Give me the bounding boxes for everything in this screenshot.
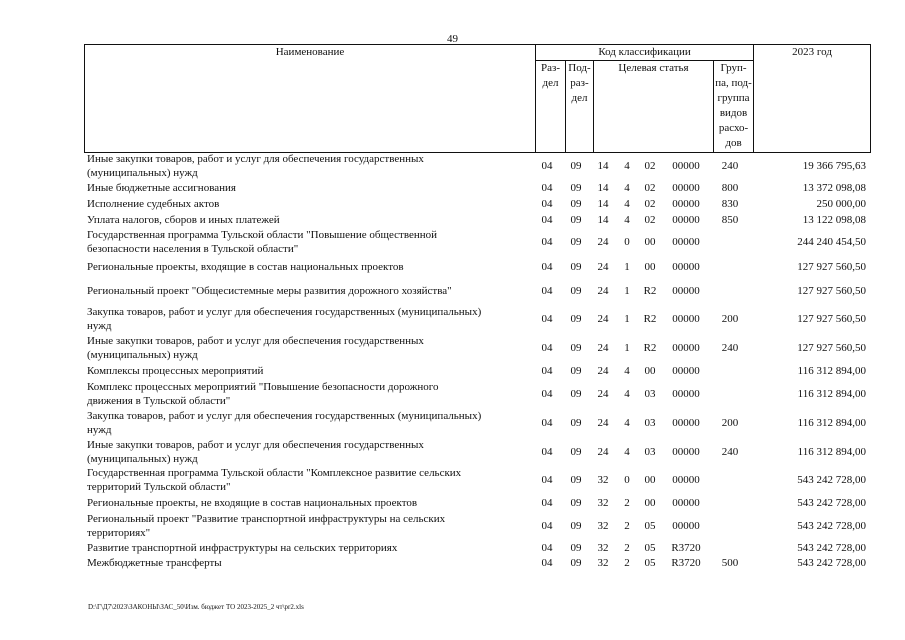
table-row — [84, 152, 870, 180]
row-code-6: 00000 — [672, 182, 700, 194]
row-code-2: 09 — [570, 285, 582, 297]
row-code-2: 09 — [570, 261, 582, 273]
page-number: 49 — [447, 33, 458, 45]
row-code-6: 00000 — [672, 198, 700, 210]
table-body — [84, 152, 870, 570]
row-code-7: 240 — [721, 446, 739, 458]
row-code-2: 09 — [570, 236, 582, 248]
row-code-1: 04 — [541, 388, 553, 400]
row-code-6: 00000 — [672, 446, 700, 458]
row-code-4: 0 — [624, 474, 630, 486]
row-amount: 127 927 560,50 — [797, 313, 866, 325]
row-name: Региональный проект "Развитие транспортной инфраструктуры на сельских территориях" — [87, 513, 446, 539]
row-amount: 543 242 728,00 — [797, 497, 866, 509]
row-code-4: 1 — [624, 285, 630, 297]
header-year: 2023 год — [754, 45, 871, 153]
row-code-5: 02 — [644, 160, 656, 172]
row-code-4: 1 — [624, 261, 630, 273]
table-row — [84, 512, 870, 540]
row-code-3: 24 — [597, 342, 609, 354]
row-code-5: 05 — [644, 542, 656, 554]
row-code-1: 04 — [541, 474, 553, 486]
row-code-7: 800 — [721, 182, 739, 194]
row-name: Региональные проекты, не входящие в состав национальных проектов — [87, 497, 418, 509]
row-code-6: R3720 — [671, 542, 701, 554]
row-code-2: 09 — [570, 313, 582, 325]
row-code-6: 00000 — [672, 365, 700, 377]
row-code-3: 24 — [597, 313, 609, 325]
row-code-5: 02 — [644, 198, 656, 210]
row-code-2: 09 — [570, 388, 582, 400]
row-code-3: 14 — [597, 198, 609, 210]
table-row — [84, 304, 870, 334]
row-code-6: 00000 — [672, 160, 700, 172]
row-code-2: 09 — [570, 182, 582, 194]
table-row — [84, 466, 870, 494]
row-code-5: 05 — [644, 520, 656, 532]
row-code-1: 04 — [541, 520, 553, 532]
row-amount: 543 242 728,00 — [797, 557, 866, 569]
header-razdel: Раз- дел — [536, 61, 566, 153]
row-code-2: 09 — [570, 417, 582, 429]
row-code-3: 32 — [597, 497, 609, 509]
row-code-3: 24 — [597, 261, 609, 273]
row-code-5: 00 — [644, 497, 656, 509]
row-code-1: 04 — [541, 557, 553, 569]
row-code-6: 00000 — [672, 214, 700, 226]
row-amount: 543 242 728,00 — [797, 542, 866, 554]
row-code-3: 24 — [597, 388, 609, 400]
row-name: Государственная программа Тульской области "Комплексное развитие сельских территорий Тульской области" — [87, 467, 462, 493]
table-row — [84, 362, 870, 380]
row-code-4: 4 — [624, 198, 630, 210]
row-code-7: 240 — [721, 160, 739, 172]
row-code-1: 04 — [541, 497, 553, 509]
row-amount: 250 000,00 — [816, 198, 866, 210]
row-code-3: 32 — [597, 520, 609, 532]
row-code-2: 09 — [570, 365, 582, 377]
table-header — [84, 44, 871, 153]
row-code-5: 05 — [644, 557, 656, 569]
row-code-4: 4 — [624, 365, 630, 377]
row-code-1: 04 — [541, 313, 553, 325]
table-row — [84, 196, 870, 212]
row-code-4: 4 — [624, 182, 630, 194]
row-code-1: 04 — [541, 342, 553, 354]
row-name: Исполнение судебных актов — [87, 198, 220, 210]
row-code-6: 00000 — [672, 261, 700, 273]
row-code-5: R2 — [643, 285, 657, 297]
row-code-3: 24 — [597, 285, 609, 297]
row-code-5: 03 — [644, 446, 656, 458]
row-code-3: 14 — [597, 182, 609, 194]
row-code-3: 24 — [597, 236, 609, 248]
row-name: Государственная программа Тульской области "Повышение общественной безопасности населения в Тульской области" — [87, 229, 437, 255]
row-code-7: 200 — [721, 313, 739, 325]
table-row — [84, 228, 870, 256]
row-code-5: 00 — [644, 474, 656, 486]
table-row — [84, 494, 870, 512]
row-code-3: 14 — [597, 160, 609, 172]
row-amount: 116 312 894,00 — [797, 446, 866, 458]
row-code-1: 04 — [541, 446, 553, 458]
row-code-1: 04 — [541, 236, 553, 248]
row-code-2: 09 — [570, 160, 582, 172]
row-amount: 127 927 560,50 — [797, 261, 866, 273]
table-row — [84, 556, 870, 570]
row-code-6: 00000 — [672, 342, 700, 354]
row-name: Иные закупки товаров, работ и услуг для обеспечения государственных (муниципальных) нужд — [87, 153, 424, 179]
row-code-6: 00000 — [672, 236, 700, 248]
row-code-1: 04 — [541, 417, 553, 429]
row-code-1: 04 — [541, 214, 553, 226]
row-code-4: 2 — [624, 557, 630, 569]
row-code-1: 04 — [541, 160, 553, 172]
row-code-1: 04 — [541, 285, 553, 297]
row-code-1: 04 — [541, 261, 553, 273]
header-podrazdel: Под- раз- дел — [566, 61, 594, 153]
header-group: Груп- па, под- группа видов расхо- дов — [714, 61, 754, 153]
row-code-4: 4 — [624, 388, 630, 400]
table-row — [84, 438, 870, 466]
row-amount: 543 242 728,00 — [797, 520, 866, 532]
row-code-7: 830 — [721, 198, 739, 210]
row-amount: 116 312 894,00 — [797, 417, 866, 429]
table-row — [84, 334, 870, 362]
row-code-2: 09 — [570, 198, 582, 210]
row-amount: 244 240 454,50 — [797, 236, 866, 248]
row-code-6: 00000 — [672, 313, 700, 325]
row-code-3: 32 — [597, 557, 609, 569]
row-code-3: 24 — [597, 446, 609, 458]
row-amount: 116 312 894,00 — [797, 365, 866, 377]
row-code-6: R3720 — [671, 557, 701, 569]
row-code-2: 09 — [570, 214, 582, 226]
row-code-4: 4 — [624, 417, 630, 429]
row-code-1: 04 — [541, 365, 553, 377]
row-amount: 116 312 894,00 — [797, 388, 866, 400]
row-name: Региональные проекты, входящие в состав национальных проектов — [87, 261, 404, 273]
row-code-3: 24 — [597, 417, 609, 429]
row-code-6: 00000 — [672, 474, 700, 486]
row-code-2: 09 — [570, 557, 582, 569]
row-code-2: 09 — [570, 446, 582, 458]
row-code-7: 500 — [721, 557, 739, 569]
table-row — [84, 380, 870, 408]
header-name: Наименование — [85, 45, 536, 153]
row-code-5: R2 — [643, 313, 657, 325]
row-code-6: 00000 — [672, 520, 700, 532]
table-row — [84, 408, 870, 438]
row-code-1: 04 — [541, 542, 553, 554]
table-row — [84, 256, 870, 278]
row-code-7: 200 — [721, 417, 739, 429]
row-code-5: 00 — [644, 261, 656, 273]
row-code-4: 0 — [624, 236, 630, 248]
row-code-3: 24 — [597, 365, 609, 377]
row-code-2: 09 — [570, 542, 582, 554]
row-name: Иные закупки товаров, работ и услуг для обеспечения государственных (муниципальных) нужд — [87, 439, 424, 465]
row-code-2: 09 — [570, 474, 582, 486]
row-code-5: 02 — [644, 214, 656, 226]
row-code-1: 04 — [541, 198, 553, 210]
row-code-2: 09 — [570, 520, 582, 532]
row-code-5: 00 — [644, 365, 656, 377]
header-code: Код классификации — [536, 45, 754, 61]
row-code-5: 00 — [644, 236, 656, 248]
row-code-4: 4 — [624, 160, 630, 172]
row-code-3: 14 — [597, 214, 609, 226]
row-code-6: 00000 — [672, 388, 700, 400]
row-amount: 127 927 560,50 — [797, 285, 866, 297]
file-path-footer: D:\Г\Д7\2023\ЗАКОНЫ\ЗАС_50\Изм. бюджет ТО 2023-2025_2 чт\pr2.xls — [88, 603, 304, 611]
row-name: Межбюджетные трансферты — [87, 557, 222, 569]
row-code-6: 00000 — [672, 417, 700, 429]
row-amount: 13 372 098,08 — [802, 182, 866, 194]
row-code-4: 2 — [624, 497, 630, 509]
row-code-2: 09 — [570, 342, 582, 354]
header-target: Целевая статья — [594, 61, 714, 153]
row-amount: 543 242 728,00 — [797, 474, 866, 486]
row-name: Комплексы процессных мероприятий — [87, 365, 264, 377]
row-code-6: 00000 — [672, 497, 700, 509]
table-row — [84, 540, 870, 556]
row-code-7: 850 — [721, 214, 739, 226]
row-code-5: 03 — [644, 388, 656, 400]
row-code-5: R2 — [643, 342, 657, 354]
row-code-7: 240 — [721, 342, 739, 354]
row-name: Иные закупки товаров, работ и услуг для обеспечения государственных (муниципальных) нужд — [87, 335, 424, 361]
row-name: Иные бюджетные ассигнования — [87, 182, 236, 194]
row-code-4: 1 — [624, 313, 630, 325]
row-code-5: 02 — [644, 182, 656, 194]
row-name: Развитие транспортной инфраструктуры на сельских территориях — [87, 542, 398, 554]
row-code-4: 4 — [624, 446, 630, 458]
row-name: Уплата налогов, сборов и иных платежей — [87, 214, 280, 226]
row-code-3: 32 — [597, 542, 609, 554]
row-name: Региональный проект "Общесистемные меры развития дорожного хозяйства" — [87, 285, 452, 297]
row-code-2: 09 — [570, 497, 582, 509]
table-row — [84, 180, 870, 196]
row-code-4: 2 — [624, 520, 630, 532]
table-row — [84, 278, 870, 304]
row-code-5: 03 — [644, 417, 656, 429]
row-amount: 127 927 560,50 — [797, 342, 866, 354]
row-amount: 19 366 795,63 — [802, 160, 866, 172]
row-code-4: 4 — [624, 214, 630, 226]
row-name: Закупка товаров, работ и услуг для обеспечения государственных (муниципальных) нужд — [87, 306, 482, 332]
row-amount: 13 122 098,08 — [802, 214, 866, 226]
row-code-4: 2 — [624, 542, 630, 554]
row-code-4: 1 — [624, 342, 630, 354]
row-code-6: 00000 — [672, 285, 700, 297]
row-code-1: 04 — [541, 182, 553, 194]
table-row — [84, 212, 870, 228]
row-code-3: 32 — [597, 474, 609, 486]
row-name: Закупка товаров, работ и услуг для обеспечения государственных (муниципальных) нужд — [87, 410, 482, 436]
row-name: Комплекс процессных мероприятий "Повышение безопасности дорожного движения в Тульской области" — [87, 381, 439, 407]
